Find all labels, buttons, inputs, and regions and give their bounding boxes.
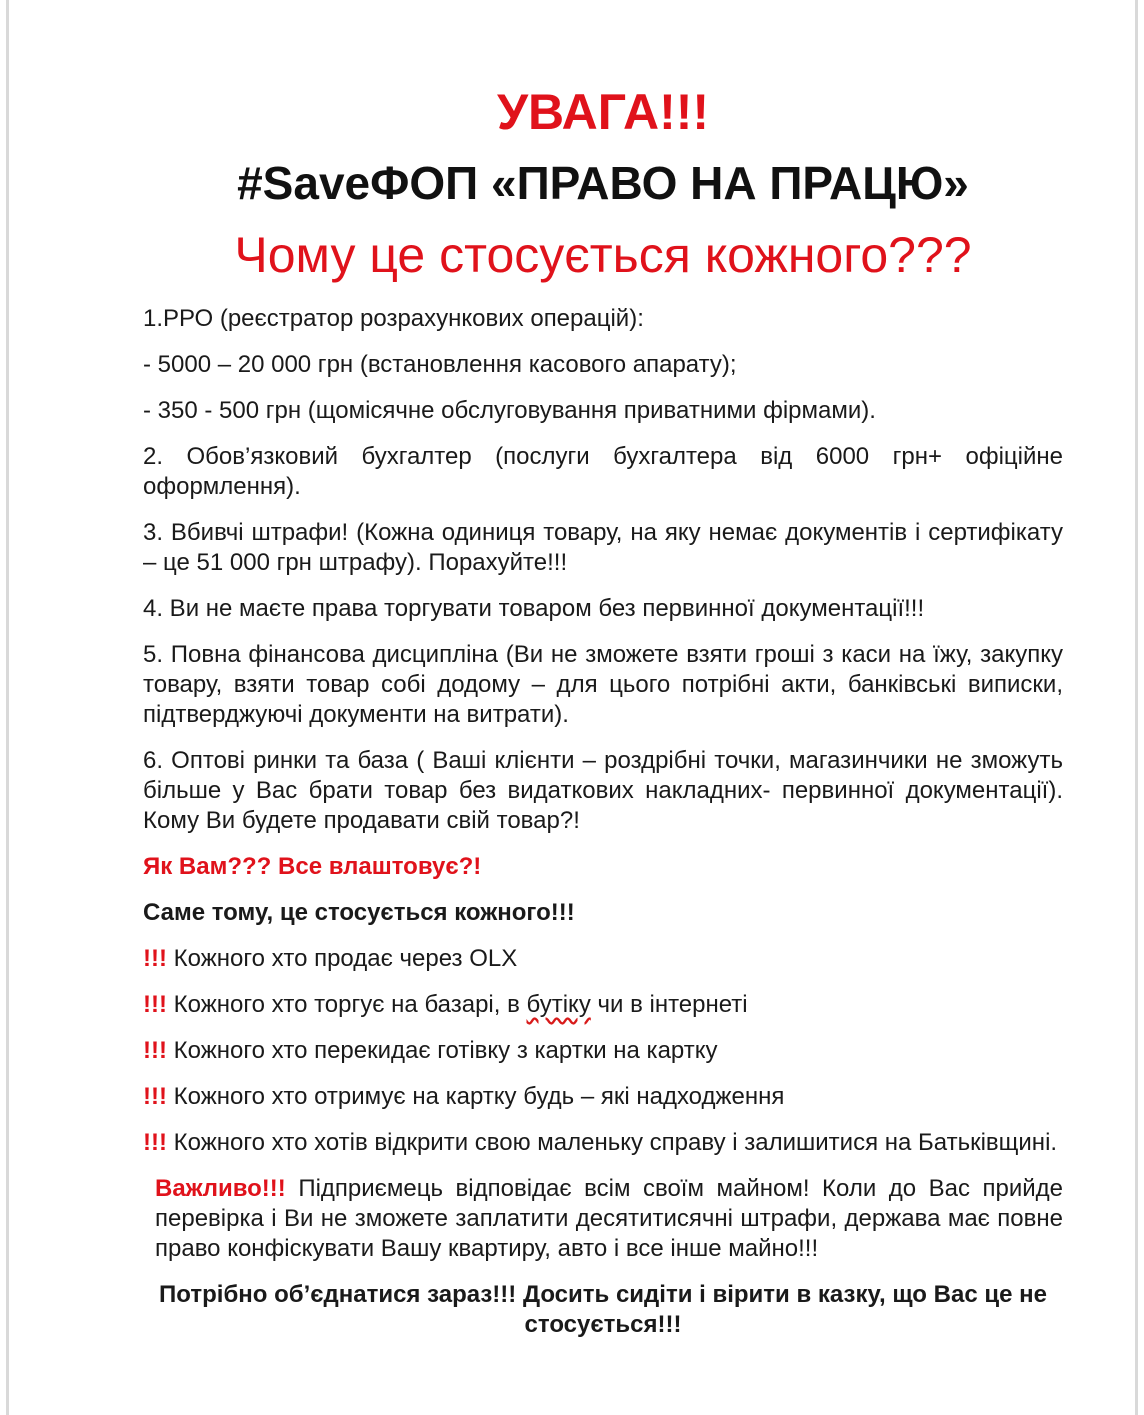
page-border-left — [6, 0, 9, 1415]
question-red: Як Вам??? Все влаштовує?! — [143, 853, 482, 880]
list-item-text: Кожного хто торгує на базарі, в — [173, 991, 520, 1018]
item-documents: 4. Ви не маєте права торгувати товаром без первинної документації!!! — [143, 595, 925, 622]
footer-call-to-action: Потрібно об’єднатися зараз!!! Досить сидіти і вірити в казку, що Вас це не стосується!!! — [159, 1281, 1047, 1338]
item-accountant: 2. Обов’язковий бухгалтер (послуги бухгалтера від 6000 грн+ офіційне оформлення). — [143, 443, 1063, 500]
rro-cost-monthly: - 350 - 500 грн (щомісячне обслуговування приватними фірмами). — [143, 397, 876, 424]
rro-cost-install: - 5000 – 20 000 грн (встановлення касового апарату); — [143, 351, 737, 378]
list-item-receipts — [143, 1082, 1063, 1112]
question-heading: Чому це стосується кожного??? — [234, 227, 972, 283]
list-item-olx — [143, 944, 1063, 974]
rro-title: 1.РРО (реєстратор розрахункових операцій): — [143, 305, 644, 332]
list-item-text: Кожного хто отримує на картку будь – які надходження — [173, 1083, 785, 1110]
list-item-bazaar — [143, 990, 1063, 1020]
concerns-all: Саме тому, це стосується кожного!!! — [143, 899, 575, 926]
page-border-right — [1135, 0, 1138, 1415]
list-item-text: Кожного хто перекидає готівку з картки на картку — [173, 1037, 718, 1064]
exclamation-mark: !!! — [143, 1129, 167, 1156]
spellcheck-underlined-word: бутіку — [526, 991, 591, 1018]
important-paragraph — [143, 1174, 1063, 1264]
important-label: Важливо!!! — [155, 1175, 286, 1202]
exclamation-mark: !!! — [143, 1083, 167, 1110]
list-item-cards — [143, 1036, 1063, 1066]
document-page — [143, 72, 1063, 1340]
item-wholesale: 6. Оптові ринки та база ( Ваші клієнти – роздрібні точки, магазинчики не зможуть більше у Вас брати товар без видаткових накладних- первинної документації). Кому Ви будете продавати свій товар?! — [143, 747, 1063, 834]
list-item-text: Кожного хто хотів відкрити свою маленьку справу і залишитися на Батьківщині. — [173, 1129, 1058, 1156]
attention-heading: УВАГА!!! — [496, 84, 710, 140]
list-item-text: чи в інтернеті — [597, 991, 748, 1018]
exclamation-mark: !!! — [143, 945, 167, 972]
important-text: Підприємець відповідає всім своїм майном! Коли до Вас прийде перевірка і Ви не зможете заплатити десятитисячні штрафи, держава має повне право конфіскувати Вашу квартиру, авто і все інше майно!!! — [155, 1175, 1064, 1262]
item-discipline: 5. Повна фінансова дисципліна (Ви не зможете взяти гроші з каси на їжу, закупку товару, взяти товар собі додому – для цього потрібні акти, банківські виписки, підтверджуючі документи на витрати). — [143, 641, 1063, 728]
item-fines: 3. Вбивчі штрафи! (Кожна одиниця товару, на яку немає документів і сертифікату – це 51 000 грн штрафу). Порахуйте!!! — [143, 519, 1063, 576]
exclamation-mark: !!! — [143, 991, 167, 1018]
exclamation-mark: !!! — [143, 1037, 167, 1064]
list-item-business — [143, 1128, 1063, 1158]
list-item-text: Кожного хто продає через OLX — [173, 945, 518, 972]
slogan-heading: #SaveФОП «ПРАВО НА ПРАЦЮ» — [237, 157, 969, 209]
